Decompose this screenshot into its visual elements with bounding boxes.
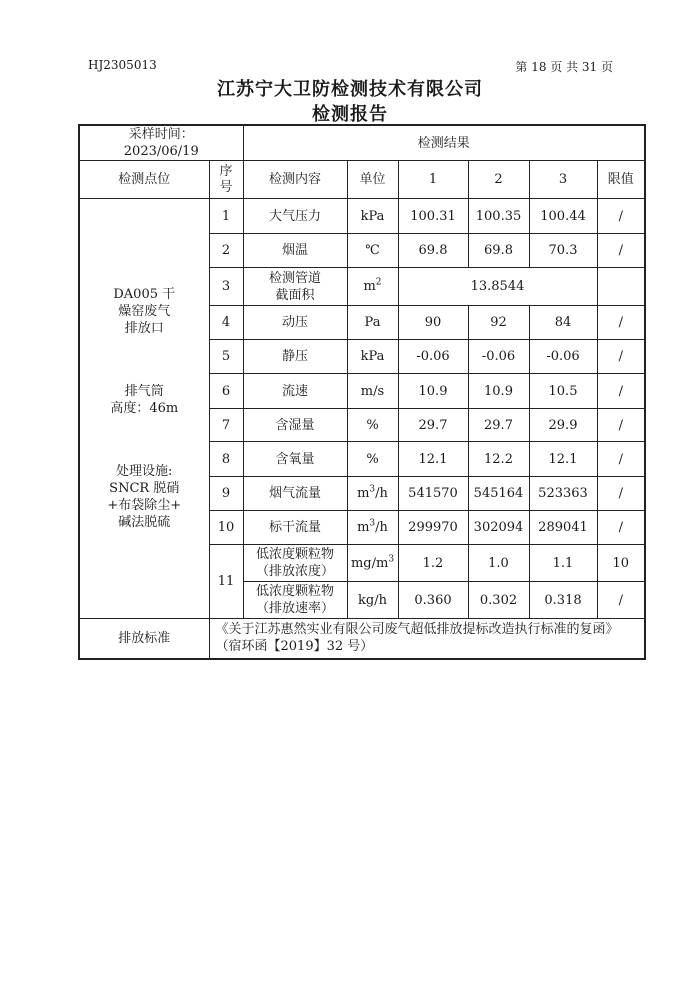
row-result-2: 100.35 bbox=[468, 199, 529, 234]
standard-label: 排放标准 bbox=[79, 619, 209, 659]
row-unit bbox=[347, 268, 398, 306]
row-unit: kPa bbox=[347, 199, 398, 234]
sampling-location-cell bbox=[79, 199, 209, 619]
location-line-9: 碱法脱硫 bbox=[118, 515, 171, 530]
row-result-1: 0.360 bbox=[398, 582, 468, 619]
company-name: 江苏宁大卫防检测技术有限公司 bbox=[217, 79, 483, 100]
unit-superscript: 3 bbox=[369, 484, 376, 495]
row-item-line-2: 截面积 bbox=[275, 287, 315, 303]
row-result-1: 541570 bbox=[398, 477, 468, 511]
row-item: 大气压力 bbox=[243, 199, 347, 234]
row-result-2: 92 bbox=[468, 306, 529, 340]
row-limit: / bbox=[597, 199, 645, 234]
location-line-6: 处理设施: bbox=[116, 464, 173, 479]
location-line-3: 排放口 bbox=[124, 321, 164, 336]
row-result-2: 302094 bbox=[468, 511, 529, 545]
unit-tail: /h bbox=[375, 520, 388, 535]
col-header-item: 检测内容 bbox=[243, 161, 347, 199]
row-unit: % bbox=[347, 409, 398, 442]
row-limit: / bbox=[597, 306, 645, 340]
row-result-3: 100.44 bbox=[529, 199, 597, 234]
col-header-result-2: 2 bbox=[468, 161, 529, 199]
row-result-3: -0.06 bbox=[529, 340, 597, 374]
unit-superscript: 3 bbox=[369, 518, 376, 529]
location-line-4: 排气筒 bbox=[124, 384, 164, 399]
location-line-2: 燥窑废气 bbox=[118, 304, 171, 319]
row-result-3: 1.1 bbox=[529, 545, 597, 582]
sampling-time-cell bbox=[79, 125, 243, 161]
row-seq: 1 bbox=[209, 199, 243, 234]
row-unit: m/s bbox=[347, 374, 398, 409]
row-item: 静压 bbox=[243, 340, 347, 374]
unit-superscript: 2 bbox=[375, 277, 382, 288]
row-item-line-2: （排放速率） bbox=[255, 601, 334, 616]
sampling-time-label: 采样时间： bbox=[128, 127, 194, 142]
col-header-seq bbox=[209, 161, 243, 199]
location-line-5: 高度：46m bbox=[110, 401, 179, 416]
row-limit: / bbox=[597, 409, 645, 442]
row-merged-result: 13.8544 bbox=[398, 268, 597, 306]
row-seq: 10 bbox=[209, 511, 243, 545]
row-unit: Pa bbox=[347, 306, 398, 340]
results-header: 检测结果 bbox=[243, 125, 645, 161]
row-item: 动压 bbox=[243, 306, 347, 340]
row-item-line-1: 低浓度颗粒物 bbox=[255, 584, 334, 599]
report-title: 检测报告 bbox=[312, 104, 388, 125]
page-number: 第 18 页 共 31 页 bbox=[515, 60, 613, 74]
row-item: 流速 bbox=[243, 374, 347, 409]
row-result-1: 10.9 bbox=[398, 374, 468, 409]
row-unit bbox=[347, 545, 398, 582]
row-seq: 3 bbox=[209, 268, 243, 306]
row-result-3: 84 bbox=[529, 306, 597, 340]
row-item bbox=[243, 268, 347, 306]
standard-text bbox=[209, 619, 645, 659]
row-unit: kPa bbox=[347, 340, 398, 374]
row-result-3: 10.5 bbox=[529, 374, 597, 409]
row-result-2: 69.8 bbox=[468, 234, 529, 268]
row-limit: / bbox=[597, 340, 645, 374]
location-line-1: DA005 干 bbox=[113, 287, 176, 302]
row-result-2: 1.0 bbox=[468, 545, 529, 582]
document-id: HJ2305013 bbox=[88, 58, 157, 72]
standard-line-2: （宿环函【2019】32 号） bbox=[215, 639, 374, 655]
row-result-1: -0.06 bbox=[398, 340, 468, 374]
sampling-date: 2023/06/19 bbox=[123, 144, 199, 159]
location-line-8: +布袋除尘+ bbox=[107, 498, 182, 513]
row-seq: 4 bbox=[209, 306, 243, 340]
row-result-1: 100.31 bbox=[398, 199, 468, 234]
row-result-1: 299970 bbox=[398, 511, 468, 545]
standard-line-1: 《关于江苏惠然实业有限公司废气超低排放提标改造执行标准的复函》 bbox=[215, 622, 619, 638]
row-result-3: 289041 bbox=[529, 511, 597, 545]
row-seq: 5 bbox=[209, 340, 243, 374]
unit-base: mg/m bbox=[350, 555, 389, 571]
unit-base: m bbox=[363, 279, 376, 294]
col-header-unit: 单位 bbox=[347, 161, 398, 199]
row-limit: / bbox=[597, 374, 645, 409]
row-limit: / bbox=[597, 582, 645, 619]
row-item: 标干流量 bbox=[243, 511, 347, 545]
row-item-line-1: 低浓度颗粒物 bbox=[255, 547, 334, 562]
row-item: 含氧量 bbox=[243, 442, 347, 477]
row-seq: 11 bbox=[209, 545, 243, 619]
unit-base: m bbox=[357, 486, 370, 501]
row-unit bbox=[347, 477, 398, 511]
row-result-3: 12.1 bbox=[529, 442, 597, 477]
row-item: 烟温 bbox=[243, 234, 347, 268]
col-header-result-1: 1 bbox=[398, 161, 468, 199]
row-result-2: -0.06 bbox=[468, 340, 529, 374]
row-seq: 2 bbox=[209, 234, 243, 268]
col-header-result-3: 3 bbox=[529, 161, 597, 199]
row-unit: % bbox=[347, 442, 398, 477]
row-limit-empty bbox=[597, 268, 645, 306]
row-limit: 10 bbox=[597, 545, 645, 582]
row-limit: / bbox=[597, 477, 645, 511]
row-result-1: 29.7 bbox=[398, 409, 468, 442]
row-seq: 9 bbox=[209, 477, 243, 511]
row-result-2: 545164 bbox=[468, 477, 529, 511]
col-header-seq-text: 序号 bbox=[219, 163, 233, 195]
row-result-3: 29.9 bbox=[529, 409, 597, 442]
row-item bbox=[243, 545, 347, 582]
row-seq: 7 bbox=[209, 409, 243, 442]
row-result-2: 12.2 bbox=[468, 442, 529, 477]
unit-base: m bbox=[357, 520, 370, 535]
row-result-1: 1.2 bbox=[398, 545, 468, 582]
row-seq: 8 bbox=[209, 442, 243, 477]
results-table bbox=[78, 124, 646, 660]
row-limit: / bbox=[597, 234, 645, 268]
row-item bbox=[243, 582, 347, 619]
row-result-1: 12.1 bbox=[398, 442, 468, 477]
row-unit: kg/h bbox=[347, 582, 398, 619]
location-line-7: SNCR 脱硝 bbox=[109, 481, 180, 496]
row-result-2: 29.7 bbox=[468, 409, 529, 442]
row-result-3: 523363 bbox=[529, 477, 597, 511]
col-header-point: 检测点位 bbox=[79, 161, 209, 199]
row-seq: 6 bbox=[209, 374, 243, 409]
row-result-2: 10.9 bbox=[468, 374, 529, 409]
row-limit: / bbox=[597, 511, 645, 545]
row-limit: / bbox=[597, 442, 645, 477]
row-result-2: 0.302 bbox=[468, 582, 529, 619]
row-unit bbox=[347, 511, 398, 545]
row-result-1: 69.8 bbox=[398, 234, 468, 268]
unit-superscript: 3 bbox=[388, 554, 395, 565]
row-item: 烟气流量 bbox=[243, 477, 347, 511]
unit-tail: /h bbox=[375, 486, 388, 501]
row-item-line-1: 检测管道 bbox=[268, 270, 321, 286]
row-item: 含湿量 bbox=[243, 409, 347, 442]
row-result-3: 70.3 bbox=[529, 234, 597, 268]
row-unit: ℃ bbox=[347, 234, 398, 268]
row-result-3: 0.318 bbox=[529, 582, 597, 619]
row-item-line-2: （排放浓度） bbox=[255, 564, 334, 579]
col-header-limit: 限值 bbox=[597, 161, 645, 199]
row-result-1: 90 bbox=[398, 306, 468, 340]
